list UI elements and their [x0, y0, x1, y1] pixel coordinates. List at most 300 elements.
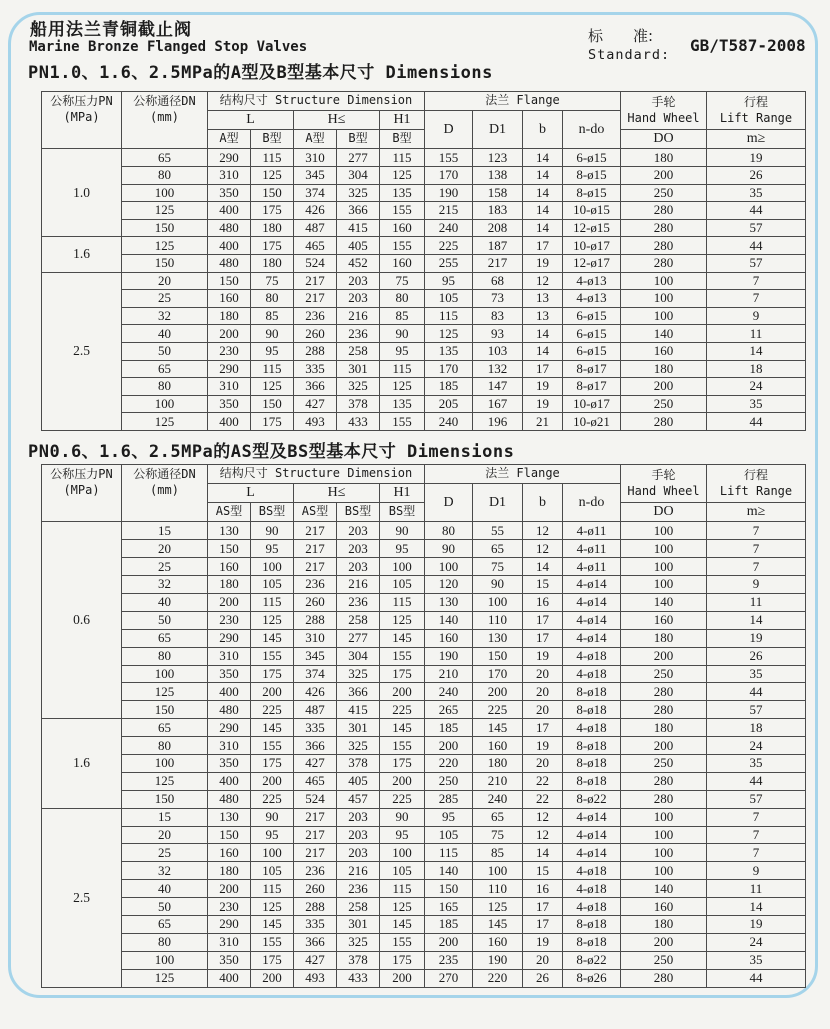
- table-cell: 258: [337, 342, 380, 360]
- table-cell: 20: [523, 951, 563, 969]
- table-cell: 20: [523, 665, 563, 683]
- doc-title-cn: 船用法兰青铜截止阀: [30, 20, 192, 40]
- table-cell: 180: [251, 219, 294, 237]
- table-cell: 203: [337, 290, 380, 308]
- table-cell: 44: [707, 413, 806, 431]
- table-cell: 217: [473, 254, 523, 272]
- table-cell: 147: [473, 378, 523, 396]
- table-cell: 100: [621, 307, 707, 325]
- table-cell: 415: [337, 219, 380, 237]
- table-cell: 19: [707, 629, 806, 647]
- table-cell: 40: [122, 593, 208, 611]
- table-cell: 280: [621, 237, 707, 255]
- table-cell: 240: [425, 219, 473, 237]
- table-cell: 400: [208, 969, 251, 987]
- table-cell: 8-ø18: [563, 701, 621, 719]
- handwheel-header: 手轮 Hand Wheel: [621, 465, 707, 503]
- table-cell: 65: [122, 719, 208, 737]
- table-cell: 480: [208, 701, 251, 719]
- table-cell: 217: [294, 522, 337, 540]
- b-header: b: [523, 484, 563, 522]
- table-cell: 350: [208, 184, 251, 202]
- table-cell: 236: [294, 862, 337, 880]
- table-cell: 55: [473, 522, 523, 540]
- table-row: [42, 378, 806, 396]
- table-cell: 12: [523, 826, 563, 844]
- table-cell: 277: [337, 149, 380, 167]
- table-cell: 426: [294, 683, 337, 701]
- table-cell: 20: [122, 540, 208, 558]
- table-cell: 8-ø17: [563, 378, 621, 396]
- h-header: H≤: [294, 111, 380, 130]
- table-cell: 65: [122, 360, 208, 378]
- table-cell: 325: [337, 737, 380, 755]
- table-cell: 301: [337, 719, 380, 737]
- table-row: [42, 754, 806, 772]
- table-cell: 185: [425, 915, 473, 933]
- table-cell: 105: [380, 576, 425, 594]
- structure-dimension-header: 结构尺寸 Structure Dimension: [208, 465, 425, 484]
- table-cell: 90: [251, 522, 294, 540]
- table-cell: 374: [294, 665, 337, 683]
- table-row: [42, 149, 806, 167]
- lift-range-header: 行程 Lift Range: [707, 92, 806, 130]
- n-do-header: n-do: [563, 111, 621, 149]
- table-row: [42, 325, 806, 343]
- table-cell: 225: [380, 790, 425, 808]
- table-cell: 110: [473, 611, 523, 629]
- table-cell: 115: [251, 360, 294, 378]
- table-cell: 75: [380, 272, 425, 290]
- table-cell: 16: [523, 593, 563, 611]
- table-cell: 90: [380, 808, 425, 826]
- table-cell: 217: [294, 844, 337, 862]
- table-cell: 145: [251, 915, 294, 933]
- table-cell: 125: [122, 772, 208, 790]
- table-cell: 21: [523, 413, 563, 431]
- table-cell: 187: [473, 237, 523, 255]
- table-cell: 310: [208, 166, 251, 184]
- table-cell: 165: [425, 898, 473, 916]
- table-cell: 4-ø18: [563, 647, 621, 665]
- table-cell: 8-ø26: [563, 969, 621, 987]
- table-cell: 100: [251, 558, 294, 576]
- table-cell: 427: [294, 951, 337, 969]
- table-cell: 250: [621, 665, 707, 683]
- table-cell: 100: [425, 558, 473, 576]
- table-cell: 310: [208, 933, 251, 951]
- table-cell: 160: [208, 844, 251, 862]
- type-column-header: BS型: [337, 503, 380, 522]
- type-column-header: A型: [294, 130, 337, 149]
- table-cell: 200: [208, 325, 251, 343]
- table-row: [42, 772, 806, 790]
- table-cell: 160: [425, 629, 473, 647]
- table-cell: 19: [523, 378, 563, 396]
- table-cell: 83: [473, 307, 523, 325]
- table-cell: 175: [251, 202, 294, 220]
- table-cell: 19: [523, 933, 563, 951]
- table-cell: 493: [294, 969, 337, 987]
- table-cell: 125: [380, 378, 425, 396]
- table-cell: 125: [380, 611, 425, 629]
- table-cell: 6-ø15: [563, 325, 621, 343]
- table-cell: 366: [294, 737, 337, 755]
- table-row: [42, 719, 806, 737]
- table-cell: 44: [707, 969, 806, 987]
- table-cell: 155: [380, 202, 425, 220]
- table-cell: 100: [251, 844, 294, 862]
- table-cell: 17: [523, 237, 563, 255]
- table-cell: 200: [380, 969, 425, 987]
- table-cell: 155: [380, 737, 425, 755]
- d-header: D: [425, 484, 473, 522]
- flange-header: 法兰 Flange: [425, 92, 621, 111]
- table-cell: 4-ø13: [563, 272, 621, 290]
- table-cell: 225: [425, 237, 473, 255]
- pn-group-cell: 1.6: [42, 237, 122, 272]
- table-cell: 180: [621, 149, 707, 167]
- diameter-column-header: 公称通径DN (mm): [122, 465, 208, 522]
- table-cell: 378: [337, 754, 380, 772]
- table-cell: 280: [621, 683, 707, 701]
- table-cell: 19: [707, 915, 806, 933]
- table-cell: 160: [621, 611, 707, 629]
- table-cell: 138: [473, 166, 523, 184]
- table-cell: 236: [294, 576, 337, 594]
- table-cell: 65: [122, 149, 208, 167]
- table-cell: 170: [425, 360, 473, 378]
- table-row: [42, 611, 806, 629]
- pressure-column-header: 公称压力PN (MPa): [42, 92, 122, 149]
- table-cell: 18: [707, 719, 806, 737]
- table-cell: 304: [337, 647, 380, 665]
- table-cell: 280: [621, 701, 707, 719]
- table-cell: 95: [425, 272, 473, 290]
- table-cell: 208: [473, 219, 523, 237]
- table-cell: 100: [621, 826, 707, 844]
- table-cell: 125: [380, 166, 425, 184]
- table-cell: 180: [621, 915, 707, 933]
- table-cell: 19: [523, 395, 563, 413]
- table-cell: 7: [707, 808, 806, 826]
- table-cell: 90: [251, 325, 294, 343]
- table-cell: 32: [122, 862, 208, 880]
- table-cell: 433: [337, 969, 380, 987]
- table-cell: 12: [523, 808, 563, 826]
- table-cell: 17: [523, 719, 563, 737]
- table-cell: 4-ø11: [563, 540, 621, 558]
- table-cell: 20: [122, 272, 208, 290]
- table-cell: 4-ø14: [563, 629, 621, 647]
- table-row: [42, 237, 806, 255]
- table-row: [42, 360, 806, 378]
- table-cell: 13: [523, 307, 563, 325]
- table-row: [42, 933, 806, 951]
- table-cell: 167: [473, 395, 523, 413]
- table-cell: 9: [707, 862, 806, 880]
- table-cell: 14: [707, 898, 806, 916]
- table-cell: 100: [380, 844, 425, 862]
- table-cell: 415: [337, 701, 380, 719]
- flange-header: 法兰 Flange: [425, 465, 621, 484]
- lift-range-header: 行程 Lift Range: [707, 465, 806, 503]
- table-cell: 100: [621, 272, 707, 290]
- table-cell: 205: [425, 395, 473, 413]
- type-column-header: A型: [208, 130, 251, 149]
- table-cell: 115: [251, 593, 294, 611]
- diameter-column-header: 公称通径DN (mm): [122, 92, 208, 149]
- table-cell: 11: [707, 325, 806, 343]
- table-cell: 150: [473, 647, 523, 665]
- table-cell: 7: [707, 826, 806, 844]
- table-cell: 426: [294, 202, 337, 220]
- table-cell: 115: [380, 880, 425, 898]
- table-cell: 190: [425, 647, 473, 665]
- table-cell: 240: [473, 790, 523, 808]
- table-cell: 220: [473, 969, 523, 987]
- table-row: [42, 558, 806, 576]
- table-cell: 15: [523, 862, 563, 880]
- table-cell: 15: [122, 808, 208, 826]
- table-cell: 175: [380, 951, 425, 969]
- table-cell: 7: [707, 844, 806, 862]
- table-cell: 4-ø14: [563, 576, 621, 594]
- table-cell: 57: [707, 254, 806, 272]
- table-cell: 35: [707, 754, 806, 772]
- table-cell: 7: [707, 540, 806, 558]
- table-cell: 8-ø18: [563, 772, 621, 790]
- table-cell: 105: [380, 862, 425, 880]
- table-row: [42, 166, 806, 184]
- table-cell: 12: [523, 272, 563, 290]
- table-cell: 17: [523, 898, 563, 916]
- table-cell: 200: [621, 166, 707, 184]
- table-cell: 250: [621, 951, 707, 969]
- table-cell: 14: [523, 558, 563, 576]
- table-cell: 217: [294, 558, 337, 576]
- table-cell: 350: [208, 395, 251, 413]
- table-cell: 125: [425, 325, 473, 343]
- table-cell: 26: [523, 969, 563, 987]
- table-cell: 4-ø14: [563, 844, 621, 862]
- table-cell: 140: [425, 862, 473, 880]
- table-cell: 44: [707, 237, 806, 255]
- table-cell: 235: [425, 951, 473, 969]
- table-cell: 290: [208, 629, 251, 647]
- table-cell: 366: [294, 378, 337, 396]
- table-cell: 400: [208, 202, 251, 220]
- table-cell: 288: [294, 342, 337, 360]
- table-row: [42, 862, 806, 880]
- table-cell: 24: [707, 378, 806, 396]
- table-cell: 217: [294, 808, 337, 826]
- table-row: [42, 808, 806, 826]
- table-cell: 100: [621, 862, 707, 880]
- table-cell: 216: [337, 307, 380, 325]
- table-row: [42, 826, 806, 844]
- table-cell: 19: [523, 647, 563, 665]
- table-cell: 11: [707, 593, 806, 611]
- table-cell: 105: [251, 576, 294, 594]
- table-cell: 125: [122, 202, 208, 220]
- table-row: [42, 683, 806, 701]
- table-cell: 140: [621, 325, 707, 343]
- table-cell: 80: [380, 290, 425, 308]
- table-cell: 400: [208, 237, 251, 255]
- dimensions-table-type-as-bs: [41, 464, 806, 988]
- d0-header: DO: [621, 130, 707, 149]
- table-cell: 160: [380, 219, 425, 237]
- table-cell: 115: [425, 307, 473, 325]
- table-row: [42, 593, 806, 611]
- table-row: [42, 647, 806, 665]
- table-cell: 160: [380, 254, 425, 272]
- table-cell: 366: [294, 933, 337, 951]
- table-cell: 8-ø18: [563, 933, 621, 951]
- table-cell: 8-ø22: [563, 790, 621, 808]
- table-cell: 155: [380, 647, 425, 665]
- table-cell: 524: [294, 254, 337, 272]
- table-cell: 290: [208, 719, 251, 737]
- table-cell: 8-ø15: [563, 184, 621, 202]
- table-cell: 90: [380, 522, 425, 540]
- table-cell: 35: [707, 665, 806, 683]
- table-row: [42, 540, 806, 558]
- table-cell: 160: [473, 737, 523, 755]
- table-cell: 115: [380, 593, 425, 611]
- table-cell: 265: [425, 701, 473, 719]
- table-cell: 288: [294, 611, 337, 629]
- table-cell: 24: [707, 737, 806, 755]
- table-cell: 200: [251, 772, 294, 790]
- table-cell: 200: [621, 933, 707, 951]
- table-cell: 325: [337, 665, 380, 683]
- standard-value: GB/T587-2008: [690, 36, 806, 55]
- table-cell: 125: [473, 898, 523, 916]
- table-cell: 145: [251, 629, 294, 647]
- table-cell: 44: [707, 683, 806, 701]
- table-cell: 225: [473, 701, 523, 719]
- table-cell: 350: [208, 665, 251, 683]
- table-row: [42, 665, 806, 683]
- standard-label-en: Standard:: [588, 47, 671, 63]
- table-cell: 125: [122, 969, 208, 987]
- table-cell: 155: [251, 933, 294, 951]
- table-cell: 80: [425, 522, 473, 540]
- table-cell: 433: [337, 413, 380, 431]
- table-cell: 100: [621, 558, 707, 576]
- table-cell: 7: [707, 522, 806, 540]
- table-cell: 145: [473, 719, 523, 737]
- table-cell: 280: [621, 969, 707, 987]
- table-cell: 95: [251, 826, 294, 844]
- table-row: [42, 219, 806, 237]
- table-cell: 26: [707, 647, 806, 665]
- table-cell: 100: [621, 540, 707, 558]
- table-cell: 132: [473, 360, 523, 378]
- table-row: [42, 576, 806, 594]
- table-cell: 236: [294, 307, 337, 325]
- table-cell: 200: [621, 647, 707, 665]
- table-cell: 100: [122, 951, 208, 969]
- table-cell: 95: [380, 540, 425, 558]
- table-cell: 8-ø17: [563, 360, 621, 378]
- pn-group-cell: 0.6: [42, 522, 122, 719]
- table-cell: 125: [122, 683, 208, 701]
- pn-group-cell: 2.5: [42, 808, 122, 987]
- table-cell: 427: [294, 395, 337, 413]
- table-cell: 57: [707, 219, 806, 237]
- table-cell: 15: [122, 522, 208, 540]
- table-cell: 378: [337, 951, 380, 969]
- table-cell: 85: [473, 844, 523, 862]
- table-cell: 325: [337, 933, 380, 951]
- pn-group-cell: 1.0: [42, 149, 122, 237]
- table-cell: 6-ø15: [563, 342, 621, 360]
- table-cell: 25: [122, 844, 208, 862]
- table-cell: 196: [473, 413, 523, 431]
- table-cell: 203: [337, 540, 380, 558]
- table-cell: 125: [251, 378, 294, 396]
- table-cell: 14: [523, 166, 563, 184]
- table-row: [42, 184, 806, 202]
- table-cell: 75: [473, 826, 523, 844]
- table-cell: 236: [337, 325, 380, 343]
- table-row: [42, 701, 806, 719]
- table-cell: 150: [208, 826, 251, 844]
- b-header: b: [523, 111, 563, 149]
- table-cell: 4-ø14: [563, 826, 621, 844]
- table-cell: 12-ø17: [563, 254, 621, 272]
- table-cell: 10-ø17: [563, 237, 621, 255]
- table-cell: 115: [251, 880, 294, 898]
- table-cell: 8-ø18: [563, 915, 621, 933]
- table-cell: 374: [294, 184, 337, 202]
- table-cell: 100: [621, 522, 707, 540]
- table-cell: 65: [473, 540, 523, 558]
- table-cell: 170: [425, 166, 473, 184]
- table-cell: 95: [251, 342, 294, 360]
- table-cell: 175: [251, 665, 294, 683]
- table-cell: 335: [294, 719, 337, 737]
- table-cell: 105: [425, 826, 473, 844]
- table-cell: 7: [707, 290, 806, 308]
- table-cell: 225: [251, 790, 294, 808]
- table-cell: 200: [425, 933, 473, 951]
- table-cell: 175: [251, 237, 294, 255]
- table-cell: 32: [122, 576, 208, 594]
- table-cell: 32: [122, 307, 208, 325]
- table-cell: 100: [621, 576, 707, 594]
- table-cell: 8-ø15: [563, 166, 621, 184]
- table-cell: 277: [337, 629, 380, 647]
- table-cell: 158: [473, 184, 523, 202]
- table-row: [42, 395, 806, 413]
- table-cell: 13: [523, 290, 563, 308]
- table-cell: 14: [523, 219, 563, 237]
- table-cell: 325: [337, 184, 380, 202]
- table-cell: 345: [294, 166, 337, 184]
- table-cell: 345: [294, 647, 337, 665]
- table-cell: 12: [523, 540, 563, 558]
- table-cell: 216: [337, 576, 380, 594]
- table-cell: 280: [621, 772, 707, 790]
- table-cell: 135: [380, 184, 425, 202]
- table-cell: 493: [294, 413, 337, 431]
- table-row: [42, 737, 806, 755]
- type-column-header: AS型: [294, 503, 337, 522]
